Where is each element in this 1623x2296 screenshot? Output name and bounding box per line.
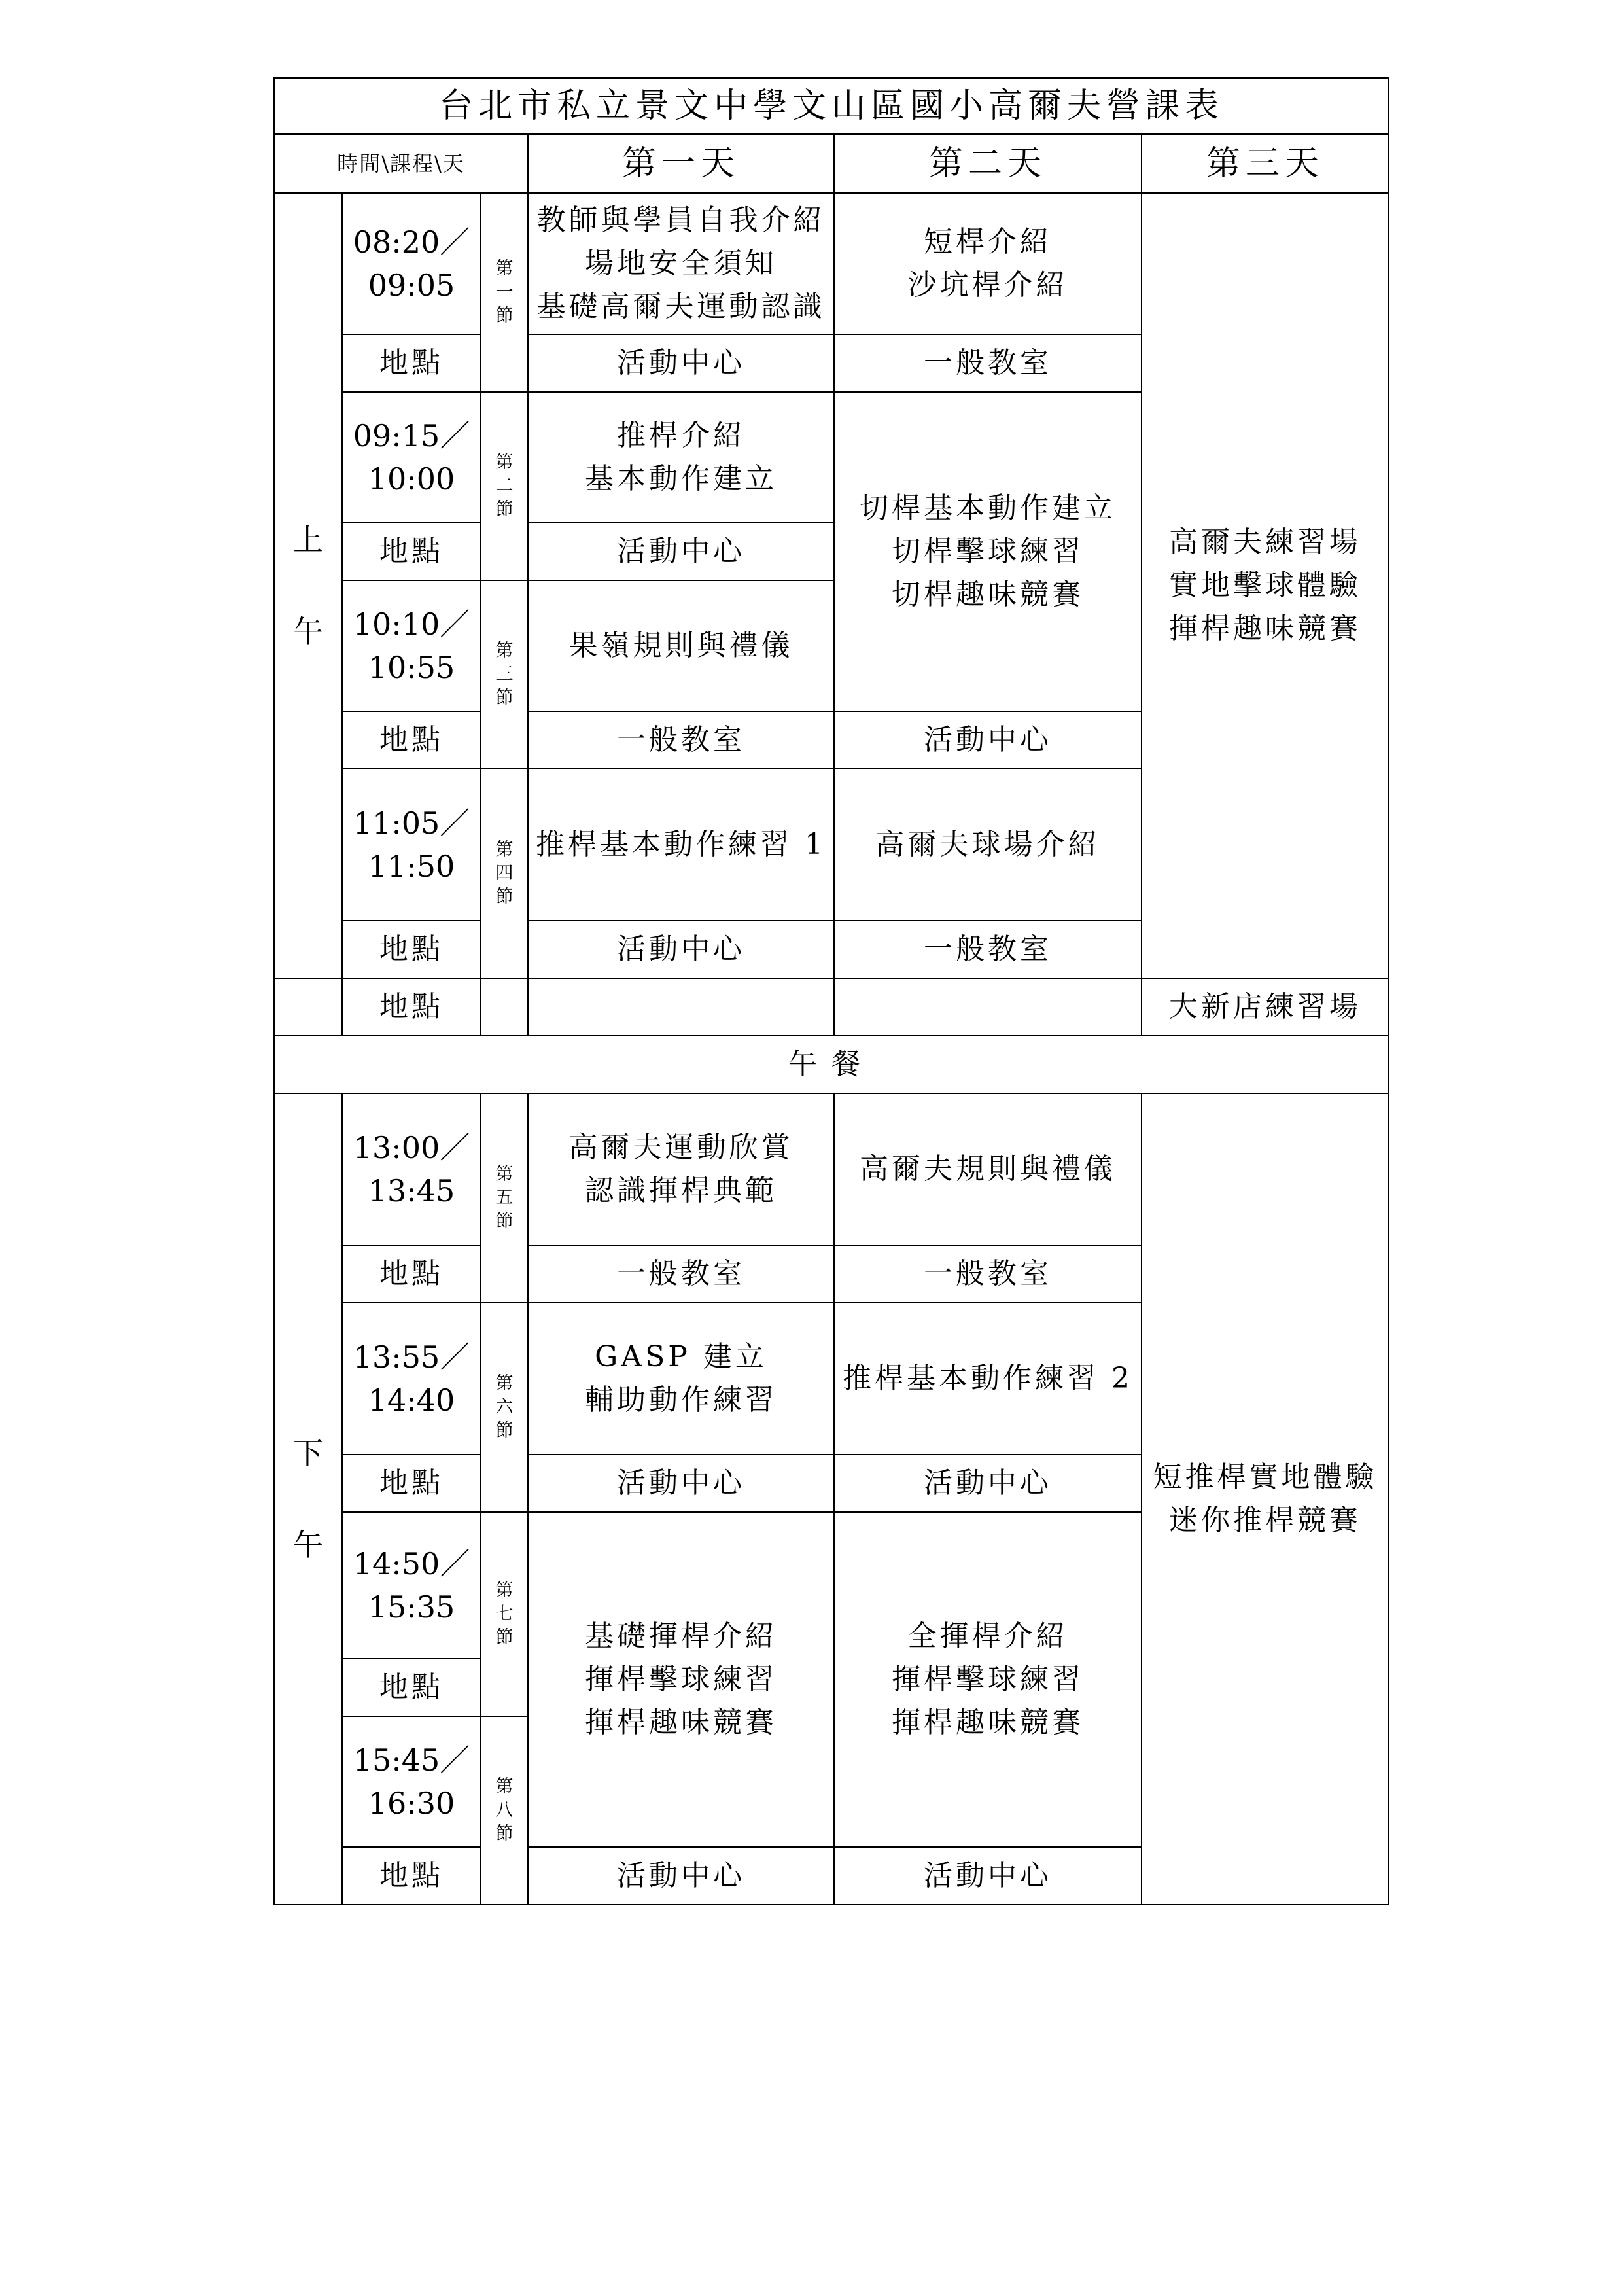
period-7-label: 第 七 節 — [481, 1512, 528, 1716]
blank-cell — [481, 978, 528, 1036]
day2-period-1-location: 一般教室 — [834, 334, 1142, 392]
blank-cell — [528, 978, 834, 1036]
day1-period-1-activity: 教師與學員自我介紹 場地安全須知 基礎高爾夫運動認識 — [528, 193, 834, 334]
day1-period-6-activity: GASP 建立 輔助動作練習 — [528, 1303, 834, 1455]
day2-period-4-location: 一般教室 — [834, 921, 1142, 978]
day1-header: 第一天 — [528, 134, 834, 193]
day1-periods-7-8-location: 活動中心 — [528, 1847, 834, 1905]
day1-period-5-activity: 高爾夫運動欣賞 認識揮桿典範 — [528, 1093, 834, 1245]
period-3-label: 第 三 節 — [481, 580, 528, 769]
location-label: 地點 — [342, 1245, 481, 1303]
day2-period-6-activity: 推桿基本動作練習 2 — [834, 1303, 1142, 1455]
time-period-8: 15:45／ 16:30 — [342, 1716, 481, 1847]
afternoon-label-bottom: 午 — [293, 1527, 323, 1563]
blank-cell — [834, 978, 1142, 1036]
period-5-label: 第 五 節 — [481, 1093, 528, 1303]
location-label: 地點 — [342, 978, 481, 1036]
day2-period-1-activity: 短桿介紹 沙坑桿介紹 — [834, 193, 1142, 334]
period-8-label: 第 八 節 — [481, 1716, 528, 1905]
location-label: 地點 — [342, 334, 481, 392]
morning-label-top: 上 — [293, 522, 323, 557]
location-label: 地點 — [342, 711, 481, 769]
corner-header: 時間\課程\天 — [274, 134, 528, 193]
day2-period-5-activity: 高爾夫規則與禮儀 — [834, 1093, 1142, 1245]
afternoon-label — [274, 1093, 342, 1905]
day2-periods-7-8-location: 活動中心 — [834, 1847, 1142, 1905]
day1-period-3-location: 一般教室 — [528, 711, 834, 769]
day1-period-5-location: 一般教室 — [528, 1245, 834, 1303]
lunch-row: 午餐 — [274, 1036, 1389, 1093]
table-title: 台北市私立景文中學文山區國小高爾夫營課表 — [274, 78, 1389, 134]
schedule-table — [273, 77, 1389, 1905]
morning-label-bottom: 午 — [293, 614, 323, 649]
day1-period-3-activity: 果嶺規則與禮儀 — [528, 580, 834, 711]
day2-period-6-location: 活動中心 — [834, 1455, 1142, 1512]
time-period-4: 11:05／ 11:50 — [342, 769, 481, 921]
time-period-7: 14:50／ 15:35 — [342, 1512, 481, 1659]
day2-periods-7-8-activity: 全揮桿介紹 揮桿擊球練習 揮桿趣味競賽 — [834, 1512, 1142, 1847]
day1-periods-7-8-activity: 基礎揮桿介紹 揮桿擊球練習 揮桿趣味競賽 — [528, 1512, 834, 1847]
time-period-6: 13:55／ 14:40 — [342, 1303, 481, 1455]
day2-period-5-location: 一般教室 — [834, 1245, 1142, 1303]
day3-afternoon-activity: 短推桿實地體驗 迷你推桿競賽 — [1142, 1093, 1389, 1905]
location-label: 地點 — [342, 1847, 481, 1905]
day2-period-4-activity: 高爾夫球場介紹 — [834, 769, 1142, 921]
day1-period-1-location: 活動中心 — [528, 334, 834, 392]
location-label: 地點 — [342, 523, 481, 580]
day2-periods-2-3-activity: 切桿基本動作建立 切桿擊球練習 切桿趣味競賽 — [834, 392, 1142, 711]
day1-period-4-activity: 推桿基本動作練習 1 — [528, 769, 834, 921]
day2-header: 第二天 — [834, 134, 1142, 193]
period-2-label: 第 二 節 — [481, 392, 528, 580]
day2-period-3-location: 活動中心 — [834, 711, 1142, 769]
location-label: 地點 — [342, 1455, 481, 1512]
day1-period-4-location: 活動中心 — [528, 921, 834, 978]
day3-morning-activity: 高爾夫練習場 實地擊球體驗 揮桿趣味競賽 — [1142, 193, 1389, 978]
day1-period-2-location: 活動中心 — [528, 523, 834, 580]
period-6-label: 第 六 節 — [481, 1303, 528, 1512]
location-label: 地點 — [342, 1659, 481, 1716]
morning-label — [274, 193, 342, 978]
day3-header: 第三天 — [1142, 134, 1389, 193]
time-period-5: 13:00／ 13:45 — [342, 1093, 481, 1245]
day3-morning-location: 大新店練習場 — [1142, 978, 1389, 1036]
time-period-1: 08:20／ 09:05 — [342, 193, 481, 334]
day1-period-2-activity: 推桿介紹 基本動作建立 — [528, 392, 834, 523]
blank-cell — [274, 978, 342, 1036]
time-period-3: 10:10／ 10:55 — [342, 580, 481, 711]
period-4-label: 第 四 節 — [481, 769, 528, 978]
location-label: 地點 — [342, 921, 481, 978]
schedule-sheet — [273, 77, 1388, 1905]
time-period-2: 09:15／ 10:00 — [342, 392, 481, 523]
day1-period-6-location: 活動中心 — [528, 1455, 834, 1512]
period-1-label: 第 一 節 — [481, 193, 528, 392]
afternoon-label-top: 下 — [293, 1436, 323, 1471]
